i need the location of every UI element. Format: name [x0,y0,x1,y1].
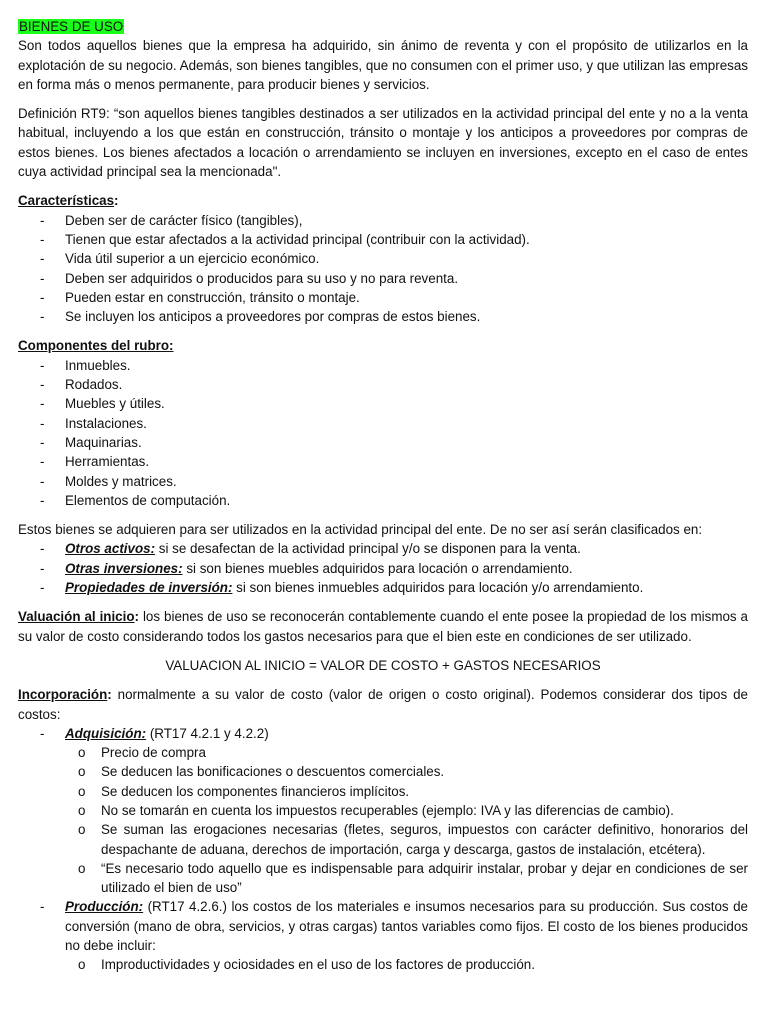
list-item: o No se tomarán en cuenta los impuestos recuperables (ejemplo: IVA y las diferencias de cambio). [18,801,748,820]
document-title-line [18,17,748,36]
term: Otras inversiones: [65,560,183,576]
term: Producción: [65,899,144,915]
produccion-list [18,897,748,955]
list-item: - Se incluyen los anticipos a proveedores por compras de estos bienes. [18,307,748,326]
list-item: - Tienen que estar afectados a la actividad principal (contribuir con la actividad). [18,230,748,249]
caracteristicas-heading: Características [18,193,115,209]
incorporacion-list [18,724,748,743]
adquisicion-sublist [18,743,748,897]
list-item: o Se deducen los componentes financieros implícitos. [18,782,748,801]
term: Propiedades de inversión: [65,580,233,596]
term: Adquisición: [65,725,147,741]
clasificacion-list [18,539,748,597]
list-item: - Vida útil superior a un ejercicio económico. [18,249,748,268]
list-item: o Improductividades y ociosidades en el uso de los factores de producción. [18,955,748,974]
componentes-list [18,356,748,510]
componentes-heading-line: Componentes del rubro: [18,338,174,354]
list-item: o Se suman las erogaciones necesarias (fletes, seguros, impuestos con carácter definitivo, honorarios del despachante de aduana, derechos de importación, carga y descarga, gastos de instalación, etcétera). [18,820,748,859]
incorporacion-paragraph: Incorporación: normalmente a su valor de costo (valor de origen o costo original). Podemos considerar dos tipos de costos: [18,687,748,722]
componentes-heading: Componentes del rubro [18,338,170,354]
list-item: - Otras inversiones: si son bienes muebles adquiridos para locación o arrendamiento. [18,559,748,578]
list-item: o Se deducen las bonificaciones o descuentos comerciales. [18,762,748,781]
list-item: - Maquinarias. [18,433,748,452]
incorporacion-heading: Incorporación [18,687,108,703]
list-item: - Herramientas. [18,452,748,471]
list-item: - Moldes y matrices. [18,472,748,491]
caracteristicas-list [18,211,748,327]
list-item: - Deben ser de carácter físico (tangibles), [18,211,748,230]
intro-paragraph: Son todos aquellos bienes que la empresa ha adquirido, sin ánimo de reventa y con el propósito de utilizarlos en la explotación de su negocio. Además, son bienes tangibles, que no consumen con el primer uso, y que utilizan las empresas en forma más o menos permanente, para producir bienes y servicios. [18,38,748,92]
list-item: - Otros activos: si se desafectan de la actividad principal y/o se disponen para la venta. [18,539,748,558]
list-item: - Muebles y útiles. [18,394,748,413]
list-item: - Rodados. [18,375,748,394]
list-item: o “Es necesario todo aquello que es indispensable para adquirir instalar, probar y dejar en condiciones de ser utilizado el bien de uso” [18,859,748,898]
valuacion-paragraph: Valuación al inicio: los bienes de uso se reconocerán contablemente cuando el ente posee la propiedad de los mismos a su valor de costo considerando todos los gastos necesarios para que el bien este en condiciones de ser utilizado. [18,609,749,644]
list-item: - Adquisición: (RT17 4.2.1 y 4.2.2) [18,724,748,743]
list-item: - Propiedades de inversión: si son bienes inmuebles adquiridos para locación y/o arrendamiento. [18,578,748,597]
caracteristicas-heading-line: Características: [18,193,119,209]
list-item: o Precio de compra [18,743,748,762]
list-item: - Pueden estar en construcción, tránsito o montaje. [18,288,748,307]
list-item: - Deben ser adquiridos o producidos para su uso y no para reventa. [18,269,748,288]
definition-paragraph: Definición RT9: “son aquellos bienes tangibles destinados a ser utilizados en la actividad principal del ente y no a la venta habitual, incluyendo a los que están en construcción, tránsito o montaje y los anticipos a proveedores por compras de estos bienes. Los bienes afectados a locación o arrendamiento se incluyen en inversiones, excepto en el caso de entes cuya actividad principal sea la mencionada". [18,106,748,180]
term: Otros activos: [65,541,156,557]
valuacion-formula: VALUACION AL INICIO = VALOR DE COSTO + GASTOS NECESARIOS [165,657,601,673]
list-item: - Instalaciones. [18,414,748,433]
list-item: - Inmuebles. [18,356,748,375]
produccion-sublist [18,955,748,974]
document-title: BIENES DE USO [19,19,124,34]
list-item: - Elementos de computación. [18,491,748,510]
clasificacion-intro: Estos bienes se adquieren para ser utilizados en la actividad principal del ente. De no ser así serán clasificados en: [18,522,703,538]
valuacion-heading: Valuación al inicio [18,609,135,625]
list-item: - Producción: (RT17 4.2.6.) los costos de los materiales e insumos necesarios para su producción. Sus costos de conversión (mano de obra, servicios, y otras cargas) tantos variables como fijos. El costo de los bienes producidos no debe incluir: [18,897,748,955]
